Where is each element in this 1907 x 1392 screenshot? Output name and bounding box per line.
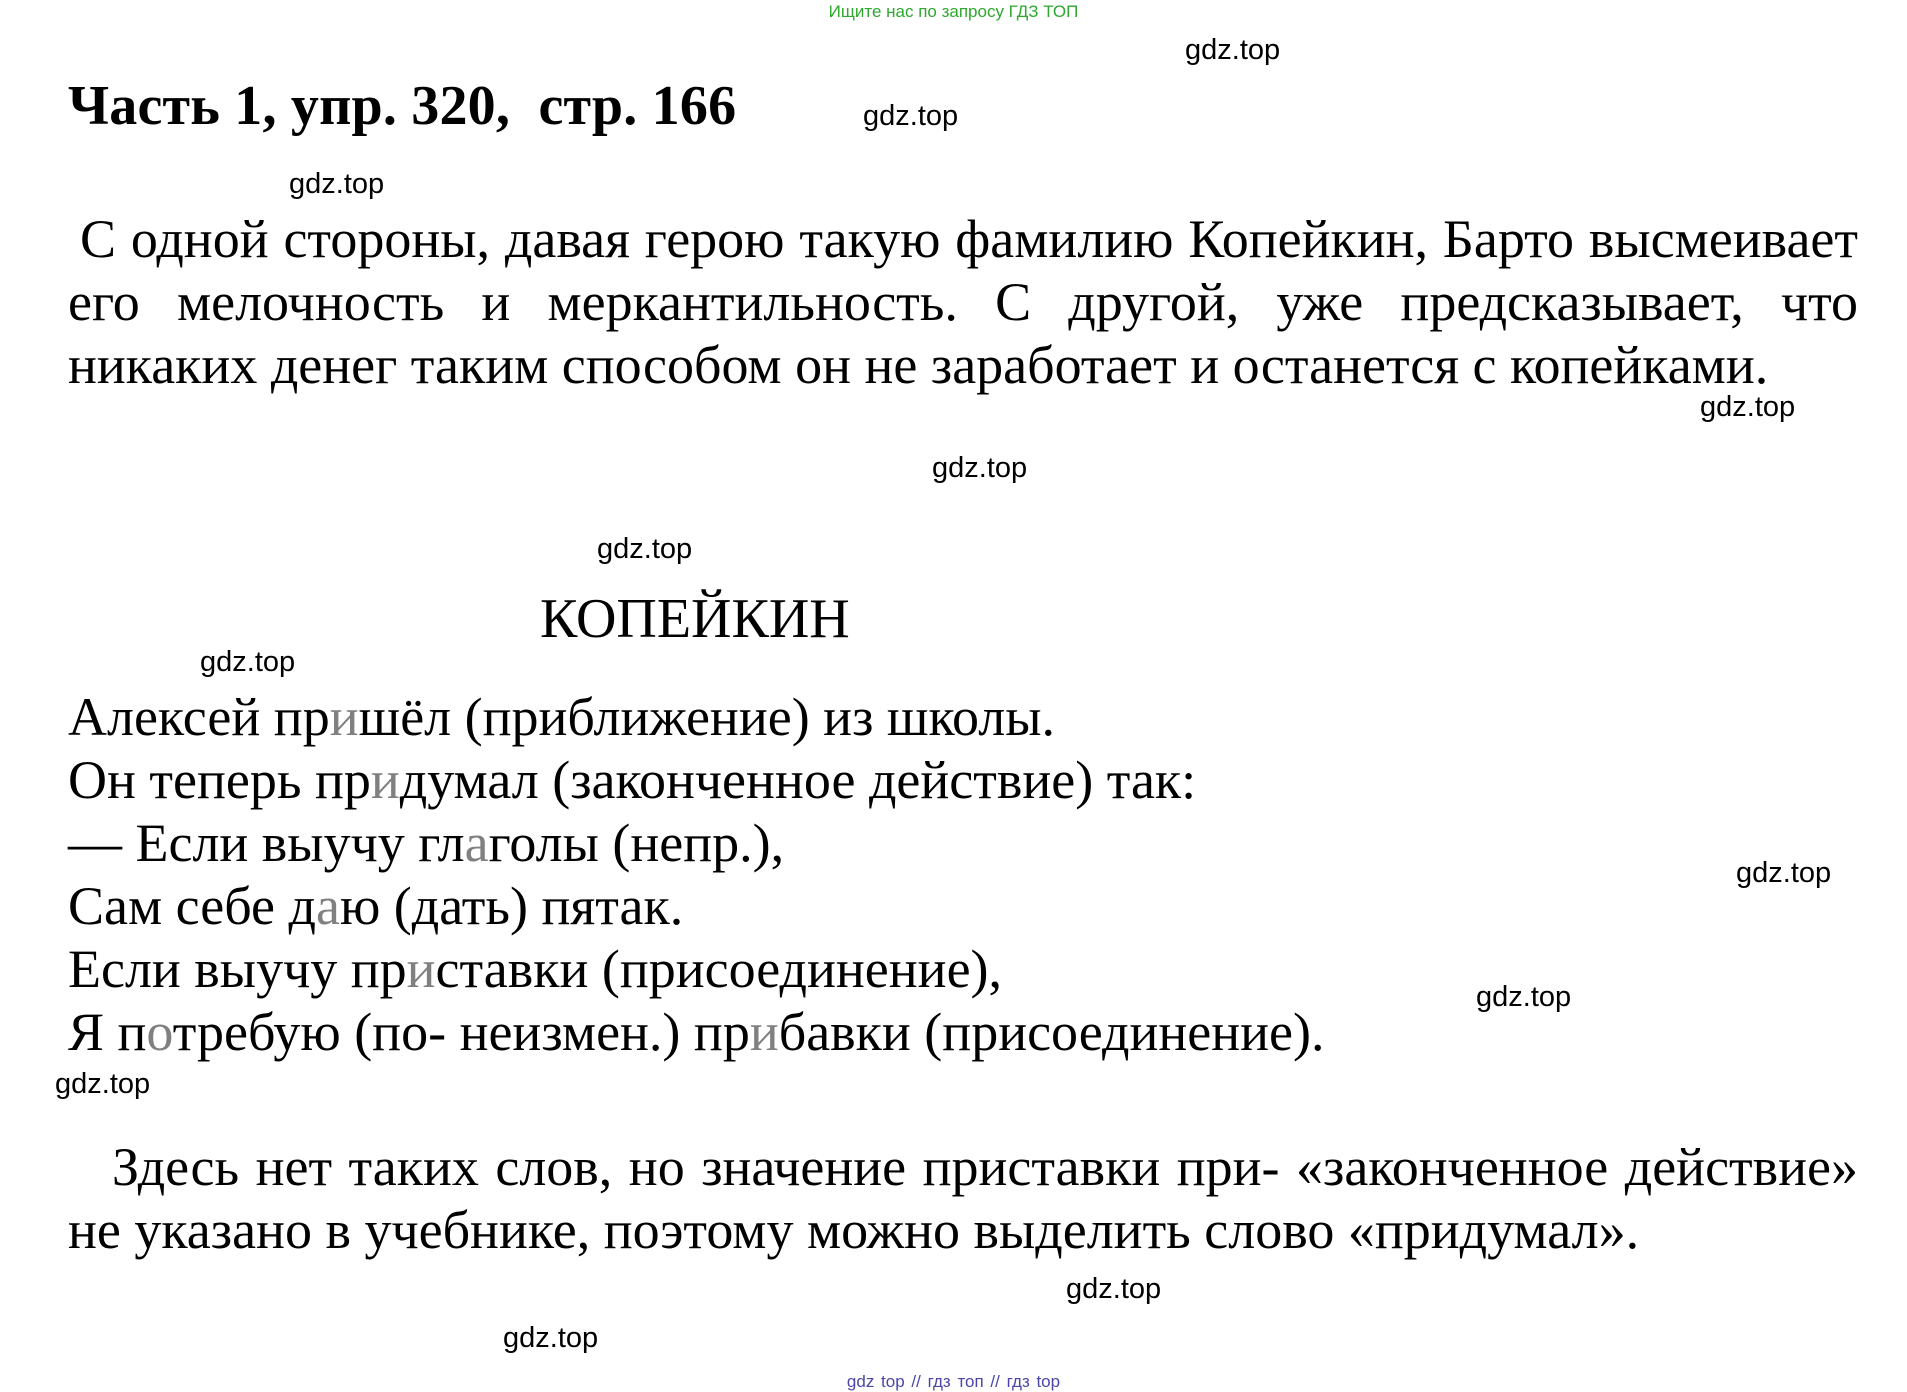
answer-paragraph: С одной стороны, давая герою такую фамилию Копейкин, Барто высмеивает его мелочность и меркантильность. С другой, уже предсказывает, что никаких денег таким способом он не заработает и останется с копейками. (68, 209, 1858, 395)
watermark: gdz.top (932, 452, 1028, 484)
poem-line: Алексей пришёл (приближение) из школы. (68, 687, 1055, 747)
poem-line: Он теперь придумал (законченное действие) так: (68, 750, 1197, 810)
watermark: gdz.top (55, 1068, 151, 1100)
poem-line: Я потребую (по- неизмен.) прибавки (присоединение). (68, 1002, 1325, 1062)
bottom-banner: gdz top // гдз топ // гдз top (846, 1372, 1061, 1391)
watermark: gdz.top (200, 646, 296, 678)
watermark: gdz.top (1736, 857, 1832, 889)
poem-line: Если выучу приставки (присоединение), (68, 939, 1003, 999)
watermark: gdz.top (1185, 34, 1281, 66)
watermark: gdz.top (1066, 1273, 1162, 1305)
watermark: gdz.top (1700, 391, 1796, 423)
poem-line: — Если выучу глаголы (непр.), (68, 813, 785, 873)
top-banner: Ищите нас по запросу ГДЗ ТОП (828, 2, 1079, 21)
watermark: gdz.top (503, 1322, 599, 1354)
poem-line: Сам себе даю (дать) пятак. (68, 876, 684, 936)
page-title: Часть 1, упр. 320, стр. 166 (68, 75, 737, 137)
watermark: gdz.top (597, 533, 693, 565)
watermark: gdz.top (289, 168, 385, 200)
poem-title: КОПЕЙКИН (540, 588, 850, 650)
watermark: gdz.top (863, 100, 959, 132)
watermark: gdz.top (1476, 981, 1572, 1013)
note-paragraph: Здесь нет таких слов, но значение приставки при- «законченное действие» не указано в учебнике, поэтому можно выделить слово «придумал». (68, 1137, 1858, 1260)
